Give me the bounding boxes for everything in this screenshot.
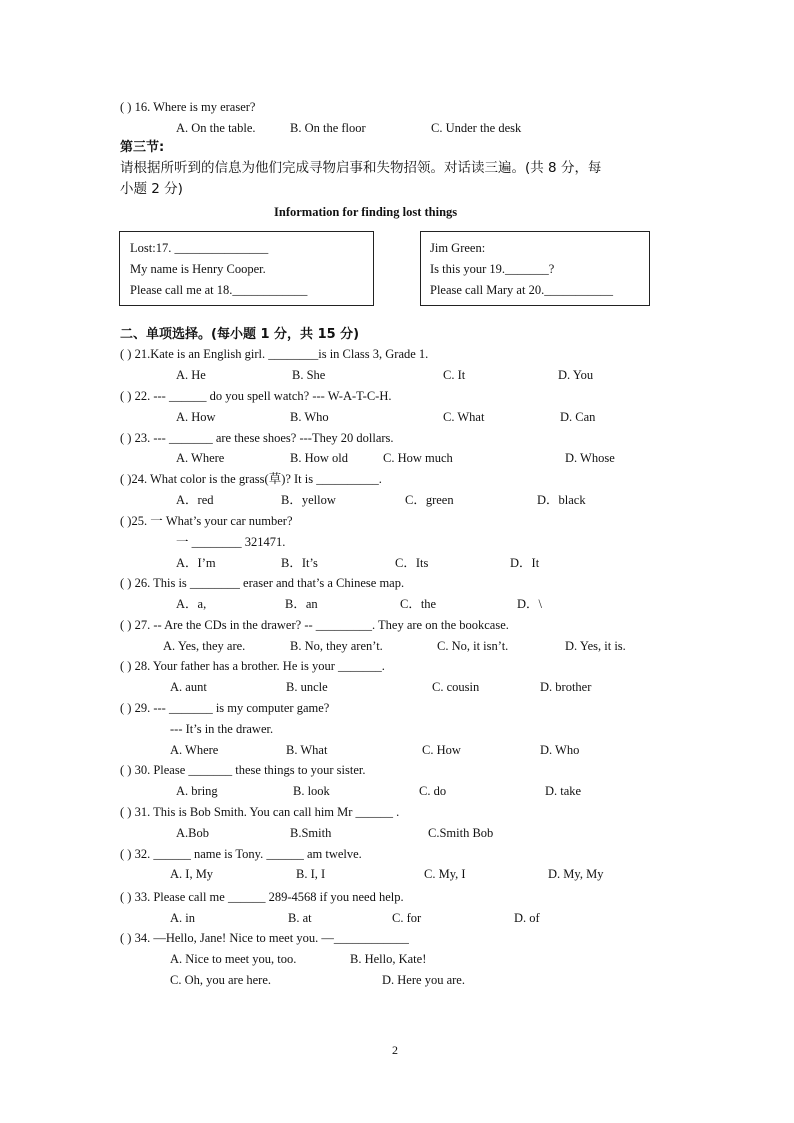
question-32-stem: ( ) 32. ______ name is Tony. ______ am twelve. bbox=[120, 847, 362, 861]
question-22-option-c: C. What bbox=[443, 410, 485, 424]
question-30-option-b: B. look bbox=[293, 784, 330, 798]
section3-title: Information for finding lost things bbox=[274, 205, 458, 219]
question-16-stem: ( ) 16. Where is my eraser? bbox=[120, 100, 256, 114]
question-28-option-c: C. cousin bbox=[432, 680, 480, 694]
question-29-stem: ( ) 29. --- _______ is my computer game? bbox=[120, 701, 330, 715]
question-31-option-b: B.Smith bbox=[290, 826, 332, 840]
question-33-option-d: D. of bbox=[514, 911, 540, 925]
question-29-option-a: A. Where bbox=[170, 743, 219, 757]
question-25-option-c: C．Its bbox=[395, 556, 429, 570]
question-34-stem: ( ) 34. —Hello, Jane! Nice to meet you. —____________ bbox=[120, 931, 409, 945]
section3-instruction-line1: 请根据所听到的信息为他们完成寻物启事和失物招领。对话读三遍。(共 8 分，每 bbox=[120, 160, 602, 176]
question-16-option-b: B. On the floor bbox=[290, 121, 366, 135]
found-notice-box bbox=[420, 231, 650, 306]
question-21-option-c: C. It bbox=[443, 368, 466, 382]
question-26-option-c: C．the bbox=[400, 597, 437, 611]
question-24-option-a: A．red bbox=[176, 493, 214, 507]
question-33-stem: ( ) 33. Please call me ______ 289-4568 if you need help. bbox=[120, 890, 404, 904]
question-30-option-a: A. bring bbox=[176, 784, 218, 798]
question-16-option-c: C. Under the desk bbox=[431, 121, 522, 135]
lost-notice-line2: My name is Henry Cooper. bbox=[130, 262, 266, 276]
question-23-stem: ( ) 23. --- _______ are these shoes? ---They 20 dollars. bbox=[120, 431, 394, 445]
question-26-option-a: A．a, bbox=[176, 597, 207, 611]
question-24-stem: ( )24. What color is the grass(草)? It is __________. bbox=[120, 472, 382, 486]
question-28-option-d: D. brother bbox=[540, 680, 592, 694]
found-notice-line3: Please call Mary at 20.___________ bbox=[430, 283, 613, 297]
question-24-option-b: B．yellow bbox=[281, 493, 336, 507]
question-31-option-c: C.Smith Bob bbox=[428, 826, 494, 840]
question-25-option-b: B．It’s bbox=[281, 556, 318, 570]
question-29-stem-answer: --- It’s in the drawer. bbox=[170, 722, 274, 736]
question-32-option-d: D. My, My bbox=[548, 867, 604, 881]
question-28-option-b: B. uncle bbox=[286, 680, 328, 694]
question-26-stem: ( ) 26. This is ________ eraser and that’s a Chinese map. bbox=[120, 576, 405, 590]
question-34-option-c: C. Oh, you are here. bbox=[170, 973, 272, 987]
question-25-option-d: D．It bbox=[510, 556, 540, 570]
question-32-option-c: C. My, I bbox=[424, 867, 466, 881]
question-21-stem: ( ) 21.Kate is an English girl. ________is in Class 3, Grade 1. bbox=[120, 347, 429, 361]
question-33-option-a: A. in bbox=[170, 911, 195, 925]
question-33-option-b: B. at bbox=[288, 911, 312, 925]
question-32-option-b: B. I, I bbox=[296, 867, 326, 881]
question-33-option-c: C. for bbox=[392, 911, 422, 925]
question-27-stem: ( ) 27. -- Are the CDs in the drawer? -- _________. They are on the bookcase. bbox=[120, 618, 509, 632]
question-26-option-b: B．an bbox=[285, 597, 318, 611]
lost-notice-line1: Lost:17. _______________ bbox=[130, 241, 269, 255]
question-22-option-d: D. Can bbox=[560, 410, 596, 424]
lost-notice-box bbox=[119, 231, 374, 306]
section2-heading: 二、单项选择。(每小题 1 分，共 15 分) bbox=[120, 327, 360, 342]
question-22-stem: ( ) 22. --- ______ do you spell watch? --- W-A-T-C-H. bbox=[120, 389, 392, 403]
question-21-option-b: B. She bbox=[292, 368, 326, 382]
question-25-stem: ( )25. 一 What’s your car number? bbox=[120, 514, 293, 528]
question-27-option-a: A. Yes, they are. bbox=[163, 639, 246, 653]
found-notice-line2: Is this your 19._______? bbox=[430, 262, 555, 276]
question-26-option-d: D．\ bbox=[517, 597, 543, 611]
question-23-option-b: B. How old bbox=[290, 451, 348, 465]
question-25-option-a: A．I’m bbox=[176, 556, 216, 570]
question-27-option-b: B. No, they aren’t. bbox=[290, 639, 383, 653]
question-23-option-a: A. Where bbox=[176, 451, 225, 465]
question-22-option-a: A. How bbox=[176, 410, 216, 424]
question-27-option-d: D. Yes, it is. bbox=[565, 639, 626, 653]
question-23-option-d: D. Whose bbox=[565, 451, 615, 465]
question-34-option-d: D. Here you are. bbox=[382, 973, 465, 987]
question-21-option-a: A. He bbox=[176, 368, 206, 382]
question-30-option-d: D. take bbox=[545, 784, 582, 798]
question-23-option-c: C. How much bbox=[383, 451, 453, 465]
question-28-option-a: A. aunt bbox=[170, 680, 207, 694]
question-24-option-d: D．black bbox=[537, 493, 586, 507]
question-30-stem: ( ) 30. Please _______ these things to your sister. bbox=[120, 763, 366, 777]
question-27-option-c: C. No, it isn’t. bbox=[437, 639, 509, 653]
found-notice-line1: Jim Green: bbox=[430, 241, 486, 255]
question-34-option-b: B. Hello, Kate! bbox=[350, 952, 427, 966]
question-34-option-a: A. Nice to meet you, too. bbox=[170, 952, 297, 966]
question-31-stem: ( ) 31. This is Bob Smith. You can call him Mr ______ . bbox=[120, 805, 400, 819]
question-24-option-c: C．green bbox=[405, 493, 454, 507]
page-number: 2 bbox=[392, 1043, 398, 1057]
question-29-option-d: D. Who bbox=[540, 743, 580, 757]
question-28-stem: ( ) 28. Your father has a brother. He is your _______. bbox=[120, 659, 385, 673]
question-16-option-a: A. On the table. bbox=[176, 121, 256, 135]
question-31-option-a: A.Bob bbox=[176, 826, 209, 840]
lost-notice-line3: Please call me at 18.____________ bbox=[130, 283, 308, 297]
question-25-stem-answer: 一 ________ 321471. bbox=[176, 535, 286, 549]
section3-instruction-line2: 小题 2 分) bbox=[120, 181, 183, 197]
section3-heading: 第三节: bbox=[120, 140, 165, 155]
question-32-option-a: A. I, My bbox=[170, 867, 214, 881]
question-22-option-b: B. Who bbox=[290, 410, 329, 424]
question-21-option-d: D. You bbox=[558, 368, 594, 382]
question-30-option-c: C. do bbox=[419, 784, 447, 798]
question-29-option-c: C. How bbox=[422, 743, 461, 757]
question-29-option-b: B. What bbox=[286, 743, 328, 757]
